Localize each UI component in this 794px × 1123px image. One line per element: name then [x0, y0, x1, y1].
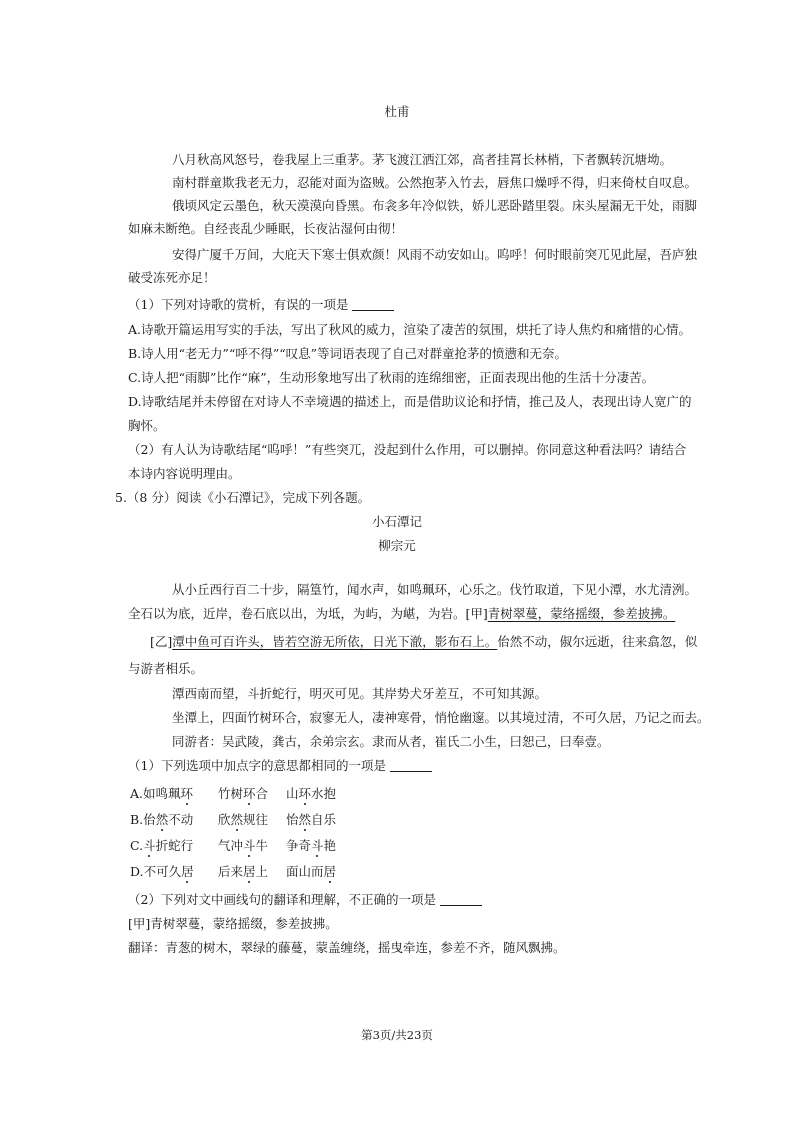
poem-line: 破受冻死亦足！ [128, 270, 216, 285]
underlined-sentence-jia: 青树翠蔓，蒙络摇缀，参差披拂。 [487, 606, 676, 621]
option-phrase: 竹树环合 [218, 786, 269, 801]
dotted-character: 斗 [311, 838, 324, 853]
question-5-header: 5.（8 分）阅读《小石潭记》，完成下列各题。 [115, 490, 371, 505]
underlined-sentence-yi: 潭中鱼可百许头，皆若空游无所依，日光下澈，影布石上。 [172, 634, 498, 649]
dotted-character: 然 [230, 812, 244, 827]
option-b: B.诗人用“老无力”“呼不得”“叹息”等词语表现了自己对群童抢茅的愤懑和无奈。 [128, 346, 568, 361]
dotted-character: 居 [181, 864, 194, 879]
dotted-character: 然 [155, 812, 169, 827]
passage-para: 从小丘西行百二十步，隔篁竹，闻水声，如鸣珮环，心乐之。伐竹取道，下见小潭，水尤清洌。 [172, 582, 698, 597]
option-phrase: 怡然自乐 [286, 812, 337, 827]
passage-para: 潭西南而望，斗折蛇行，明灭可见。其岸势犬牙差互，不可知其源。 [172, 686, 548, 701]
option-phrase: C.斗折蛇行 [130, 838, 194, 853]
dotted-character: 环 [243, 786, 256, 801]
passage-para: [乙]潭中鱼可百许头，皆若空游无所依，日光下澈，影布石上。佁然不动，俶尔远逝，往来翕忽，似 [150, 634, 698, 649]
passage-para: 同游者：吴武陵，龚古，余弟宗玄。隶而从者，崔氏二小生，曰恕己，曰奉壹。 [172, 734, 610, 749]
option-phrase: D.不可久居 [130, 864, 194, 879]
option-a: A.诗歌开篇运用写实的手法，写出了秋风的威力，渲染了凄苦的氛围，烘托了诗人焦灼和痛惜的心情。 [128, 322, 692, 337]
answer-blank[interactable] [390, 759, 432, 772]
option-phrase: 欣然规往 [218, 812, 269, 827]
option-phrase: A.如鸣珮环 [130, 786, 194, 801]
dotted-character: 环 [298, 786, 312, 801]
question-4-2-cont: 本诗内容说明理由。 [128, 466, 241, 481]
option-phrase: 气冲斗牛 [218, 838, 269, 853]
question-4-1: （1）下列对诗歌的赏析，有误的一项是 [128, 297, 394, 313]
passage-author: 柳宗元 [378, 538, 416, 553]
question-5-2: （2）下列对文中画线句的翻译和理解，不正确的一项是 [128, 892, 482, 908]
dotted-character: 斗 [243, 838, 256, 853]
option-c: C.诗人把“雨脚”比作“麻”，生动形象地写出了秋雨的连绵细密，正面表现出他的生活十分凄苦。 [128, 370, 655, 385]
poem-line: 安得广厦千万间，大庇天下寒士俱欢颜！风雨不动安如山。呜呼！何时眼前突兀见此屋，吾庐独 [172, 247, 698, 262]
option-phrase: 争奇斗艳 [286, 838, 337, 853]
poem-line: 如麻未断绝。自经丧乱少睡眠，长夜沾湿何由彻！ [128, 221, 404, 236]
question-4-2: （2）有人认为诗歌结尾“呜呼！”有些突兀，没起到什么作用，可以删掉。你同意这种看法吗？请结合 [128, 442, 687, 457]
passage-para: 全石以为底，近岸，卷石底以出，为坻，为屿，为嵁，为岩。[甲]青树翠蔓，蒙络摇缀，参差披拂。 [128, 606, 676, 621]
passage-para: 与游者相乐。 [128, 661, 204, 676]
option-phrase: B.佁然不动 [130, 812, 194, 827]
passage-title: 小石潭记 [371, 514, 422, 529]
poem-line: 俄顷风定云墨色，秋天漠漠向昏黑。布衾多年冷似铁，娇儿恶卧踏里裂。床头屋漏无干处，雨脚 [172, 198, 698, 213]
page-number: 第3页/共23页 [361, 1028, 433, 1042]
poem-line: 南村群童欺我老无力，忍能对面为盗贼。公然抱茅入竹去，唇焦口燥呼不得，归来倚杖自叹息。 [172, 175, 698, 190]
dotted-character: 居 [243, 864, 256, 879]
passage-para: 坐潭上，四面竹树环合，寂寥无人，凄神寒骨，悄怆幽邃。以其境过清，不可久居，乃记之而去。 [172, 710, 710, 725]
option-phrase: 面山而居 [286, 864, 337, 879]
option-phrase: 后来居上 [218, 864, 269, 879]
translation: 翻译：青葱的树木，翠绿的藤蔓，蒙盖缠绕，摇曳牵连，参差不齐，随风飘拂。 [128, 940, 566, 955]
answer-blank[interactable] [440, 893, 482, 906]
option-label: C. [130, 838, 144, 853]
option-phrase: 山环水抱 [286, 786, 337, 801]
dotted-character: 居 [323, 864, 337, 879]
option-label: B. [130, 812, 144, 827]
option-d: D.诗歌结尾并未停留在对诗人不幸境遇的描述上，而是借助议论和抒情，推己及人，表现出诗人宽广的 [128, 394, 692, 409]
dotted-character: 环 [180, 786, 194, 801]
option-d-cont: 胸怀。 [128, 418, 166, 433]
question-5-1: （1）下列选项中加点字的意思都相同的一项是 [128, 758, 432, 774]
dotted-character: 然 [298, 812, 312, 827]
poem-author: 杜甫 [384, 104, 410, 119]
dotted-character: 斗 [143, 838, 156, 853]
option-label: A. [130, 786, 144, 801]
poem-line: 八月秋高风怒号，卷我屋上三重茅。茅飞渡江洒江郊，高者挂罥长林梢，下者飘转沉塘坳。 [172, 152, 673, 167]
sentence-jia: [甲]青树翠蔓，蒙络摇缀，参差披拂。 [128, 916, 338, 931]
option-label: D. [130, 864, 144, 879]
answer-blank[interactable] [352, 298, 394, 311]
